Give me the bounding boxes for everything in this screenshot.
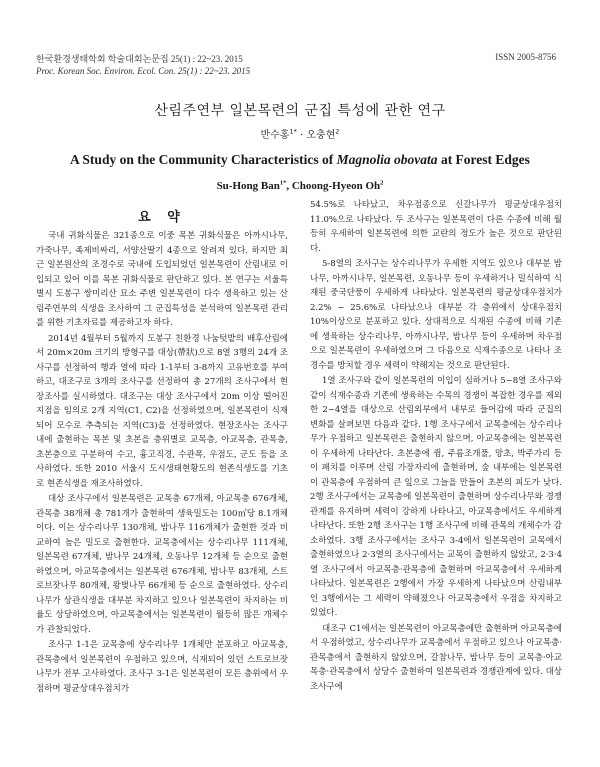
left-column bbox=[36, 229, 288, 696]
title-korean: 산림주연부 일본목련의 군집 특성에 관한 연구 bbox=[154, 103, 446, 119]
issn-label: ISSN 2005-8756 bbox=[495, 52, 556, 62]
authors-english bbox=[0, 180, 600, 192]
author-2-affiliation-mark: 2 bbox=[335, 127, 340, 136]
right-paragraph-4: 대조구 C1에서는 일본목련이 아교목층에만 출현하며 아교목층에서 우점하였고, 상수리나무가 교목층에서 우점하고 있으나 아교목층·관목층에서 출현하지 않았으며, 갈참나무, 밤나무 등이 교목층·아교목층·관목층에서 상당수 출현하여 일본목련과 경쟁관계에 있다. 대상 조사구에 bbox=[310, 623, 562, 692]
abstract-heading: 요 약 bbox=[138, 210, 186, 225]
author-1-korean: 반수홍 bbox=[260, 130, 290, 141]
right-paragraph-1: 54.5%로 나타났고, 차우점종으로 신갈나무가 평균상대우점치 11.0%으로 나타났다. 두 조사구는 일본목련이 다른 수종에 비해 월등히 우세하여 일본목련에 의한 교란의 정도가 높은 것으로 판단된다. bbox=[310, 200, 562, 254]
authors-korean bbox=[0, 126, 600, 141]
right-paragraph-2: 5-8열의 조사구는 상수리나무가 우세한 지역도 있으나 대부분 밤나무, 아까시나무, 일본목련, 오동나무 등이 우세하거나 밀식하여 식재된 중국단풍이 우세하게 나타났다. 일본목련의 평균상대우점치가 2.2% ~ 25.6%로 나타났으나 대부분 각 층위에서 상대우점치 10%이상으로 분포하고 있다. 상대적으로 식재된 수종에 비해 기존에 생육하는 상수리나무, 아까시나무, 밤나무 등이 우세하며 차우점으로 일본목련이 우세하였으며 그 다음으로 식재수종으로 나타나 조경수를 방치할 경우 세력이 약해지는 것으로 판단된다. bbox=[310, 259, 562, 371]
journal-citation-english: Proc. Korean Soc. Environ. Ecol. Con. 25(1) : 22~23. 2015 bbox=[36, 66, 251, 76]
left-paragraph-1: 국내 귀화식물은 321종으로 이중 목본 귀화식물은 아까시나무, 가죽나무, 족제비싸리, 서양산딸기 4종으로 알려져 있다. 하지만 최근 일본원산의 조경수로 국내에 도입되었던 일본목련이 산림내로 이입되고 있어 이를 목본 귀화식물로 판단하고 있다. 본 연구는 서울특별시 도봉구 쌍미리산 묘소 주변 일본목련이 다수 생육하고 있는 산림주연부의 식생을 조사하여 그 군집특성을 분석하여 일본목련 관리를 위한 기초자료를 제공하고자 하다. bbox=[36, 231, 288, 328]
author-2-korean: 오충현 bbox=[306, 130, 336, 141]
title-english-suffix: at Forest Edges bbox=[437, 152, 530, 167]
journal-citation-korean: 한국환경생태학회 학술대회논문집 25(1) : 22~23. 2015 bbox=[36, 54, 243, 64]
right-paragraph-3: 1열 조사구와 같이 일본목련의 이입이 심하거나 5~8열 조사구와 같이 식재수종과 기존에 생육하는 수목의 경쟁이 복잡한 경우를 제외한 2~4열을 대상으로 산림외부에서 내부로 들어감에 따라 군집의 변화를 살펴보면 다음과 같다. 1행 조사구에서 교목층에는 상수리나무가 우점하고 일본목련은 출현하지 않으며, 아교목층에는 일본목련이 우세하게 나타난다. 초본층에 쥠, 주름조개풀, 망초, 박주가리 등이 패치를 이루며 산림 가장자리에 출현하며, 숲 내부에는 일본목련이 관목층에 우점하여 큰 잎으로 그늘을 만들어 초본의 피도가 낮다. 2행 조사구에서는 교목층에 일본목련이 출현하며 상수리나무와 경쟁관계를 유지하며 세력이 강하게 나타나고, 아교목층에서도 우세하게 나타난다. 또한 2행 조사구는 1행 조사구에 비해 관목의 개체수가 감소하였다. 3행 조사구에서는 조사구 3-4에서 일본목련이 교목에서 출현하였으나 2·3열의 조사구에서는 교목이 출현하지 않았고, 2·3·4열 조사구에서 아교목층·관목층에 출현하며 아교목층에서 우세하게 나타났다. 일본목련은 2행에서 가장 우세하게 나타났으며 산림내부인 3행에서는 그 세력이 약해졌으나 아교목층에서 우점을 차지하고 있었다. bbox=[310, 376, 562, 618]
author-separator: · bbox=[296, 130, 307, 141]
author-1-affiliation-mark-en: 1* bbox=[279, 179, 287, 187]
title-english-species: Magnolia obovata bbox=[336, 152, 438, 167]
title-english-prefix: A Study on the Community Characteristics of bbox=[70, 152, 337, 167]
author-2-english: Choong-Hyeon Oh bbox=[291, 180, 381, 192]
author-2-affiliation-mark-en: 2 bbox=[380, 179, 384, 187]
author-separator-en: , bbox=[286, 180, 292, 192]
author-1-english: Su-Hong Ban bbox=[216, 180, 280, 192]
author-1-affiliation-mark: 1* bbox=[289, 127, 297, 136]
title-english bbox=[0, 152, 600, 168]
right-column bbox=[310, 198, 562, 694]
left-paragraph-3: 대상 조사구에서 일본목련은 교목층 67개체, 아교목층 676개체, 관목층 38개체 총 781개가 출현하여 생육밀도는 100㎡당 8.1개체이다. 이는 상수리나무 130개체, 밤나무 116개체가 출현한 것과 비교하여 높은 밀도로 출현한다. 교목층에서는 상수리나무 111개체, 일본목련 67개체, 밤나무 24개체, 오동나무 12개체 등 순으로 출현하였으며, 아교목층에서는 일본목련 676개체, 밤나무 83개체, 스트로브잣나무 80개체, 왕벚나무 66개체 등 순으로 출현하였다. 상수리나무가 상관식생을 대부분 차지하고 있으나 일본목련이 차지하는 비율도 상당하였으며, 아교목층에서는 일본목련이 월등히 많은 개체수가 관찰되었다. bbox=[36, 494, 288, 635]
left-paragraph-2: 2014년 4월부터 5월까지 도봉구 친환경 나눔텃밭의 배후산림에서 20m×20m 크기의 방형구를 대상(帶狀)으로 8열 3행의 24개 조사구를 선정하여 행과 열에 따라 1-1부터 3-8까지 고유번호를 부여하고, 대조구로 3개의 조사구를 선정하여 총 27개의 조사구에서 현장조사를 실시하였다. 대조구는 대상 조사구에서 20m 이상 떨어진 지점을 임의로 2개 지역(C1, C2)을 선정하였으며, 일본목련이 식재되어 모수로 추측되는 지역(C3)을 선정하였다. 현장조사는 조사구 내에 출현하는 목본 및 초본을 층위별로 교목층, 아교목층, 관목층, 초본층으로 구분하여 수고, 흉고직경, 수관폭, 우점도, 군도 등을 조사하였다. 또한 2010 서울시 도시생태현황도의 현존식생도를 기초로 현존식생을 재조사하였다. bbox=[36, 333, 288, 489]
left-paragraph-4: 조사구 1-1은 교목층에 상수리나무 1개체만 분포하고 아교목층, 관목층에서 일본목련이 우점하고 있으며, 식재되어 있던 스트로브잣나무가 전부 고사하였다. 조사구 3-1은 일본목련이 모든 층위에서 우점하며 평균상대우점치가 bbox=[36, 640, 288, 694]
